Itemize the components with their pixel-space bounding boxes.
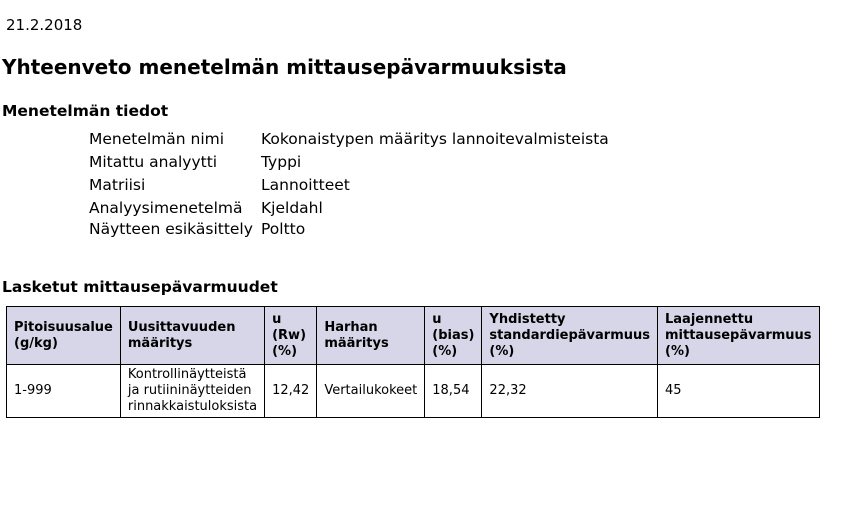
method-info-label: Analyysimenetelmä — [89, 199, 243, 217]
method-info-label: Näytteen esikäsittely — [89, 220, 253, 238]
table-cell-u-rw: 12,42 — [265, 365, 317, 418]
table-cell-repeatability-method: Kontrollinäytteistä ja rutiininäytteiden rinnakkaistuloksista — [120, 365, 264, 418]
method-info-label: Mitattu analyytti — [89, 153, 218, 171]
method-info-value: Typpi — [261, 153, 302, 171]
method-info-table — [86, 127, 612, 240]
column-header-combined-uncertainty: Yhdistetty standardiepävarmuus (%) — [482, 307, 658, 365]
method-info-value: Lannoitteet — [261, 176, 350, 194]
method-info-value: Kokonaistypen määritys lannoitevalmisteista — [261, 130, 609, 148]
uncertainties-table — [6, 306, 820, 418]
column-header-bias-method: Harhan määritys — [317, 307, 425, 365]
method-info-value: Kjeldahl — [261, 199, 323, 217]
column-header-expanded-uncertainty: Laajennettu mittausepävarmuus (%) — [658, 307, 820, 365]
table-cell-u-bias: 18,54 — [425, 365, 482, 418]
method-info-row — [88, 198, 610, 219]
method-info-value: Poltto — [261, 220, 306, 238]
table-cell-range: 1-999 — [7, 365, 121, 418]
table-cell-combined-uncertainty: 22,32 — [482, 365, 658, 418]
uncertainties-heading: Lasketut mittausepävarmuudet — [2, 278, 278, 296]
page-title: Yhteenveto menetelmän mittausepävarmuuksista — [2, 55, 567, 79]
table-row — [7, 365, 820, 418]
column-header-u-bias: u (bias) (%) — [425, 307, 482, 365]
method-info-heading: Menetelmän tiedot — [2, 102, 169, 120]
method-info-row — [88, 129, 610, 150]
column-header-u-rw: u (Rw) (%) — [265, 307, 317, 365]
method-info-label: Menetelmän nimi — [89, 130, 225, 148]
report-date: 21.2.2018 — [6, 16, 83, 34]
table-header-row — [7, 307, 820, 365]
column-header-range: Pitoisuusalue (g/kg) — [7, 307, 121, 365]
method-info-row — [88, 221, 610, 238]
method-info-label: Matriisi — [89, 176, 146, 194]
table-cell-expanded-uncertainty: 45 — [658, 365, 820, 418]
method-info-row — [88, 152, 610, 173]
table-cell-bias-method: Vertailukokeet — [317, 365, 425, 418]
method-info-row — [88, 175, 610, 196]
column-header-repeatability-method: Uusittavuuden määritys — [120, 307, 264, 365]
